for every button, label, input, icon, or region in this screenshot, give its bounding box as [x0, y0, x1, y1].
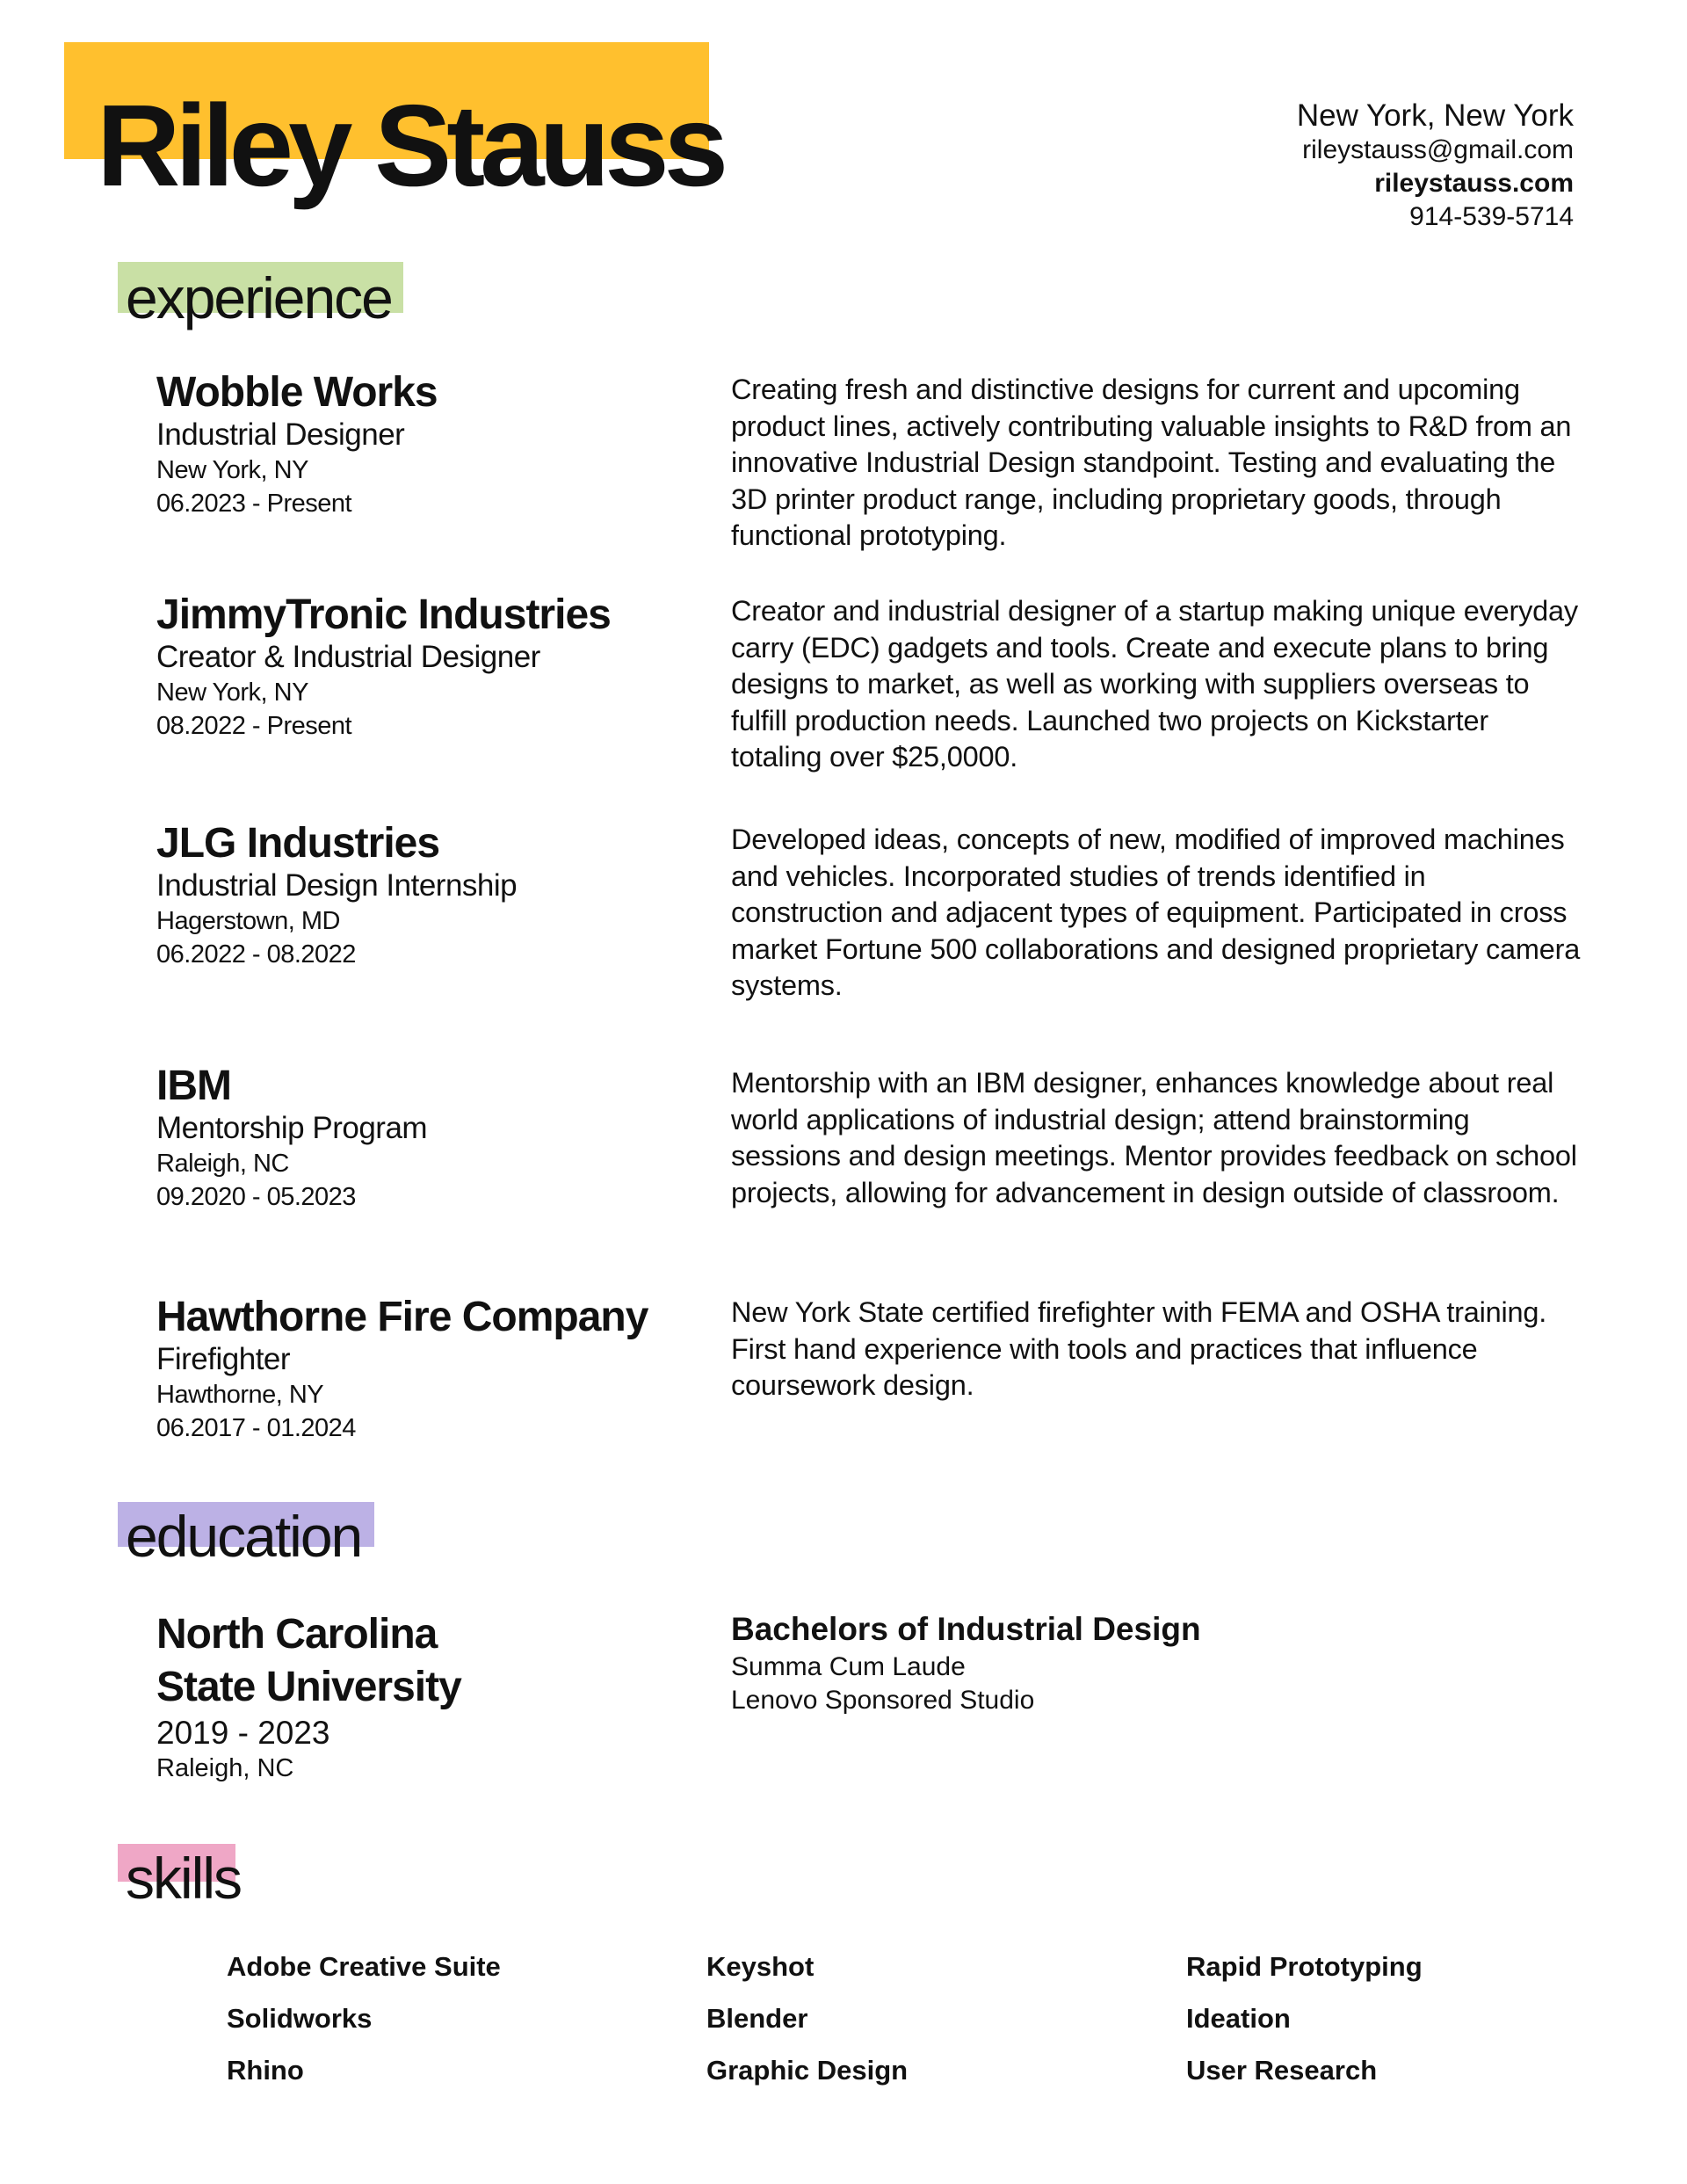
resume-name: Riley Stauss — [97, 81, 724, 210]
job-entry-ibm — [156, 1063, 684, 1214]
experience-heading: experience — [126, 265, 392, 330]
job-company: Hawthorne Fire Company — [156, 1294, 648, 1340]
job-company: Wobble Works — [156, 369, 438, 416]
job-location: Hagerstown, MD — [156, 907, 340, 935]
job-entry-jlg — [156, 820, 684, 971]
job-location: Raleigh, NC — [156, 1150, 289, 1178]
degree-studio: Lenovo Sponsored Studio — [731, 1686, 1035, 1715]
job-role: Industrial Design Internship — [156, 868, 518, 903]
job-dates: 06.2017 - 01.2024 — [156, 1414, 356, 1442]
contact-phone: 914-539-5714 — [1409, 202, 1574, 231]
job-company: IBM — [156, 1063, 231, 1109]
skills-heading: skills — [126, 1846, 241, 1911]
job-location: New York, NY — [156, 456, 308, 484]
job-company: JimmyTronic Industries — [156, 591, 611, 638]
skill-item: User Research — [1186, 2055, 1378, 2086]
skill-item: Solidworks — [227, 2003, 373, 2034]
job-role: Mentorship Program — [156, 1111, 428, 1145]
skill-item: Graphic Design — [706, 2055, 909, 2086]
job-company: JLG Industries — [156, 820, 440, 867]
contact-block — [1082, 98, 1574, 234]
job-role: Firefighter — [156, 1342, 291, 1376]
education-years: 2019 - 2023 — [156, 1715, 330, 1751]
skill-item: Blender — [706, 2003, 808, 2034]
job-description: Developed ideas, concepts of new, modified of improved machines and vehicles. Incorporated studies of trends identified in construction and adjacent types of equipment. Participated in cross market Fortune 500 collaborations and designed proprietary camera systems. — [731, 824, 1581, 1001]
job-description: New York State certified firefighter with FEMA and OSHA training. First hand experience with tools and practices that influence coursework design. — [731, 1296, 1547, 1401]
skill-item: Keyshot — [706, 1951, 815, 1982]
job-dates: 06.2022 - 08.2022 — [156, 940, 356, 969]
skill-item: Adobe Creative Suite — [227, 1951, 501, 1982]
skill-item: Ideation — [1186, 2003, 1291, 2034]
contact-location: New York, New York — [1296, 98, 1574, 133]
skill-item: Rhino — [227, 2055, 304, 2086]
job-entry-hawthorne — [156, 1294, 684, 1445]
job-role: Creator & Industrial Designer — [156, 640, 540, 674]
degree-title: Bachelors of Industrial Design — [731, 1611, 1201, 1647]
school-name-line2: State University — [156, 1664, 461, 1710]
skill-item: Rapid Prototyping — [1186, 1951, 1423, 1982]
job-role: Industrial Designer — [156, 417, 405, 452]
job-entry-wobble-works — [156, 369, 684, 520]
job-dates: 06.2023 - Present — [156, 490, 352, 518]
school-name-line1: North Carolina — [156, 1611, 438, 1658]
job-description: Creator and industrial designer of a startup making unique everyday carry (EDC) gadgets and tools. Create and execute plans to bring designs to market, as well as working with suppliers overseas to fulfill production needs. Launched two projects on Kickstarter totaling over $25,0000. — [731, 595, 1578, 773]
job-dates: 09.2020 - 05.2023 — [156, 1183, 356, 1211]
contact-website[interactable]: rileystauss.com — [1374, 169, 1574, 198]
job-location: New York, NY — [156, 678, 308, 707]
education-school — [156, 1608, 684, 1784]
education-location: Raleigh, NC — [156, 1754, 294, 1782]
job-location: Hawthorne, NY — [156, 1381, 324, 1409]
education-degree-block — [731, 1608, 1522, 1717]
job-dates: 08.2022 - Present — [156, 712, 352, 740]
degree-honors: Summa Cum Laude — [731, 1652, 966, 1681]
job-description: Mentorship with an IBM designer, enhances knowledge about real world applications of industrial design; attend brainstorming sessions and design meetings. Mentor provides feedback on school projects, allowing for advancement in design outside of classroom. — [731, 1067, 1577, 1208]
education-heading: education — [126, 1504, 362, 1569]
job-entry-jimmytronic — [156, 591, 684, 743]
job-description: Creating fresh and distinctive designs for current and upcoming product lines, actively contributing valuable insights to R&D from an innovative Industrial Design standpoint. Testing and evaluating the 3D printer product range, including proprietary goods, through functional prototyping. — [731, 374, 1572, 551]
contact-email[interactable]: rileystauss@gmail.com — [1302, 135, 1574, 164]
